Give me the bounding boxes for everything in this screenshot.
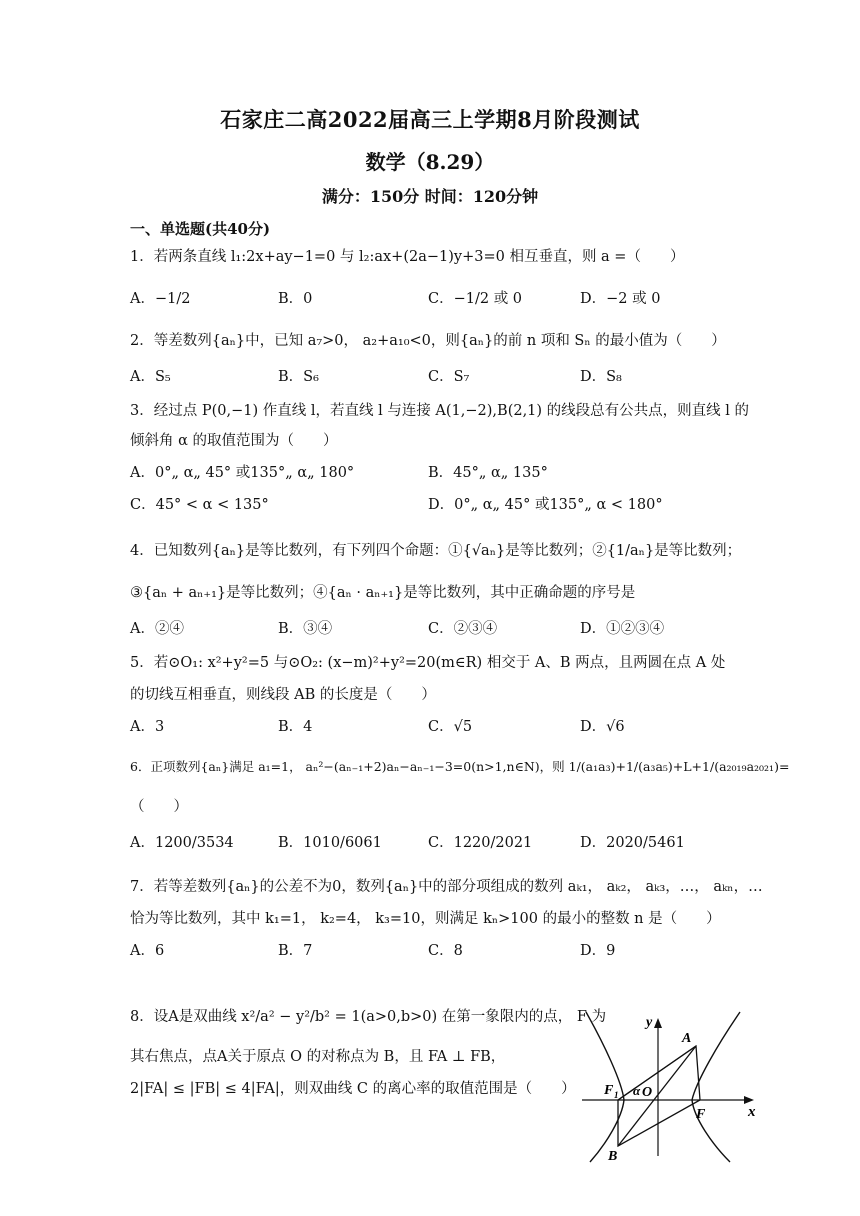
question-1-option-d[interactable]: D．−2 或 0 bbox=[580, 291, 661, 307]
question-4-option-c[interactable]: C．②③④ bbox=[428, 621, 498, 637]
question-7-stem: 7．若等差数列{aₙ}的公差不为0，数列{aₙ}中的部分项组成的数列 aₖ₁， aₖ₂， aₖ₃，…， aₖₙ，… bbox=[130, 879, 763, 895]
hyperbola-figure bbox=[578, 1004, 778, 1164]
question-5-stem: 5．若⊙O₁: x²+y²=5 与⊙O₂: (x−m)²+y²=20(m∈R) 相交于 A、B 两点，且两圆在点 A 处 bbox=[130, 655, 726, 671]
question-8-stem: 8．设A是双曲线 x²/a² − y²/b² = 1(a>0,b>0) 在第一象限内的点， F 为 bbox=[130, 1009, 607, 1025]
label-F1: F bbox=[604, 1083, 614, 1098]
question-3-option-c[interactable]: C．45° < α < 135° bbox=[130, 497, 269, 513]
question-6-option-d[interactable]: D．2020/5461 bbox=[580, 835, 685, 851]
question-2-options bbox=[130, 362, 730, 392]
question-5-options bbox=[130, 712, 730, 742]
label-F: F bbox=[696, 1107, 706, 1122]
exam-subject: 数学（8.29） bbox=[365, 150, 495, 174]
question-8-stem-line2: 其右焦点，点A关于原点 O 的对称点为 B，且 FA ⊥ FB， bbox=[130, 1049, 506, 1065]
exam-meta: 满分：150分 时间：120分钟 bbox=[321, 187, 539, 206]
question-2-option-d[interactable]: D．S₈ bbox=[580, 369, 622, 385]
label-x: x bbox=[748, 1104, 756, 1120]
question-2-option-b[interactable]: B．S₆ bbox=[278, 369, 319, 385]
segment-AB bbox=[618, 1046, 696, 1146]
question-3-stem-line2: 倾斜角 α 的取值范围为（ ） bbox=[130, 433, 338, 449]
question-1-option-b[interactable]: B．0 bbox=[278, 291, 313, 307]
label-B: B bbox=[608, 1149, 618, 1164]
section-title: 一、单选题(共40分) bbox=[130, 220, 271, 238]
question-1-option-a[interactable]: A．−1/2 bbox=[130, 291, 191, 307]
question-3-options-row2 bbox=[130, 490, 730, 520]
question-7-option-a[interactable]: A．6 bbox=[130, 943, 165, 959]
question-5-option-a[interactable]: A．3 bbox=[130, 719, 165, 735]
label-F1-subscript: 1 bbox=[614, 1090, 619, 1100]
question-1-option-c[interactable]: C．−1/2 或 0 bbox=[428, 291, 523, 307]
question-4-option-d[interactable]: D．①②③④ bbox=[580, 621, 665, 637]
question-7-options bbox=[130, 936, 730, 966]
question-4-option-a[interactable]: A．②④ bbox=[130, 621, 184, 637]
question-1-stem: 1．若两条直线 l₁:2x+ay−1=0 与 l₂:ax+(2a−1)y+3=0 相互垂直，则 a =（ ） bbox=[130, 249, 685, 265]
question-6-options bbox=[130, 828, 730, 858]
question-2-stem: 2．等差数列{aₙ}中，已知 a₇>0， a₂+a₁₀<0，则{aₙ}的前 n 项和 Sₙ 的最小值为（ ） bbox=[130, 333, 726, 349]
question-2-option-c[interactable]: C．S₇ bbox=[428, 369, 470, 385]
question-7-option-c[interactable]: C．8 bbox=[428, 943, 463, 959]
label-A: A bbox=[682, 1031, 692, 1046]
question-5-option-b[interactable]: B．4 bbox=[278, 719, 313, 735]
question-3-option-d[interactable]: D．0°„ α„ 45° 或135°„ α < 180° bbox=[428, 497, 663, 513]
label-alpha: α bbox=[633, 1083, 641, 1098]
question-6-option-c[interactable]: C．1220/2021 bbox=[428, 835, 533, 851]
question-4-stem-line2: ③{aₙ + aₙ₊₁}是等比数列；④{aₙ · aₙ₊₁}是等比数列，其中正确命题的序号是 bbox=[130, 585, 636, 601]
label-y: y bbox=[646, 1015, 653, 1030]
question-2-option-a[interactable]: A．S₅ bbox=[130, 369, 171, 385]
question-6-stem-line2: （ ） bbox=[130, 799, 188, 815]
question-7-option-b[interactable]: B．7 bbox=[278, 943, 313, 959]
question-6-option-a[interactable]: A．1200/3534 bbox=[130, 835, 234, 851]
question-3-stem: 3．经过点 P(0,−1) 作直线 l，若直线 l 与连接 A(1,−2),B(2,1) 的线段总有公共点，则直线 l 的 bbox=[130, 403, 750, 419]
question-1-options bbox=[130, 284, 730, 314]
question-6-stem: 6．正项数列{aₙ}满足 a₁=1， aₙ²−(aₙ₋₁+2)aₙ−aₙ₋₁−3=0(n>1,n∈N)，则 1/(a₁a₃)+1/(a₃a₅)+L+1/(a₂₀₁₉a₂₀₂₁)= bbox=[130, 759, 790, 774]
exam-title: 石家庄二高2022届高三上学期8月阶段测试 bbox=[220, 107, 640, 132]
question-7-stem-line2: 恰为等比数列，其中 k₁=1， k₂=4， k₃=10，则满足 kₙ>100 的最小的整数 n 是（ ） bbox=[130, 911, 721, 927]
question-7-option-d[interactable]: D．9 bbox=[580, 943, 616, 959]
question-4-stem: 4．已知数列{aₙ}是等比数列，有下列四个命题：①{√aₙ}是等比数列；②{1/aₙ}是等比数列； bbox=[130, 543, 742, 559]
segment-F1-A bbox=[618, 1046, 696, 1100]
question-5-option-d[interactable]: D．√6 bbox=[580, 719, 625, 735]
question-6-option-b[interactable]: B．1010/6061 bbox=[278, 835, 382, 851]
question-4-options bbox=[130, 614, 730, 644]
y-axis-arrow bbox=[654, 1018, 662, 1028]
question-5-stem-line2: 的切线互相垂直，则线段 AB 的长度是（ ） bbox=[130, 687, 436, 703]
question-3-option-b[interactable]: B．45°„ α„ 135° bbox=[428, 465, 548, 481]
question-3-option-a[interactable]: A．0°„ α„ 45° 或135°„ α„ 180° bbox=[130, 465, 355, 481]
x-axis-arrow bbox=[744, 1096, 754, 1104]
question-4-option-b[interactable]: B．③④ bbox=[278, 621, 333, 637]
question-8-stem-line3: 2|FA| ≤ |FB| ≤ 4|FA|，则双曲线 C 的离心率的取值范围是（ ） bbox=[130, 1081, 576, 1097]
question-5-option-c[interactable]: C．√5 bbox=[428, 719, 473, 735]
label-O: O bbox=[642, 1085, 653, 1100]
question-3-options-row1 bbox=[130, 458, 730, 488]
